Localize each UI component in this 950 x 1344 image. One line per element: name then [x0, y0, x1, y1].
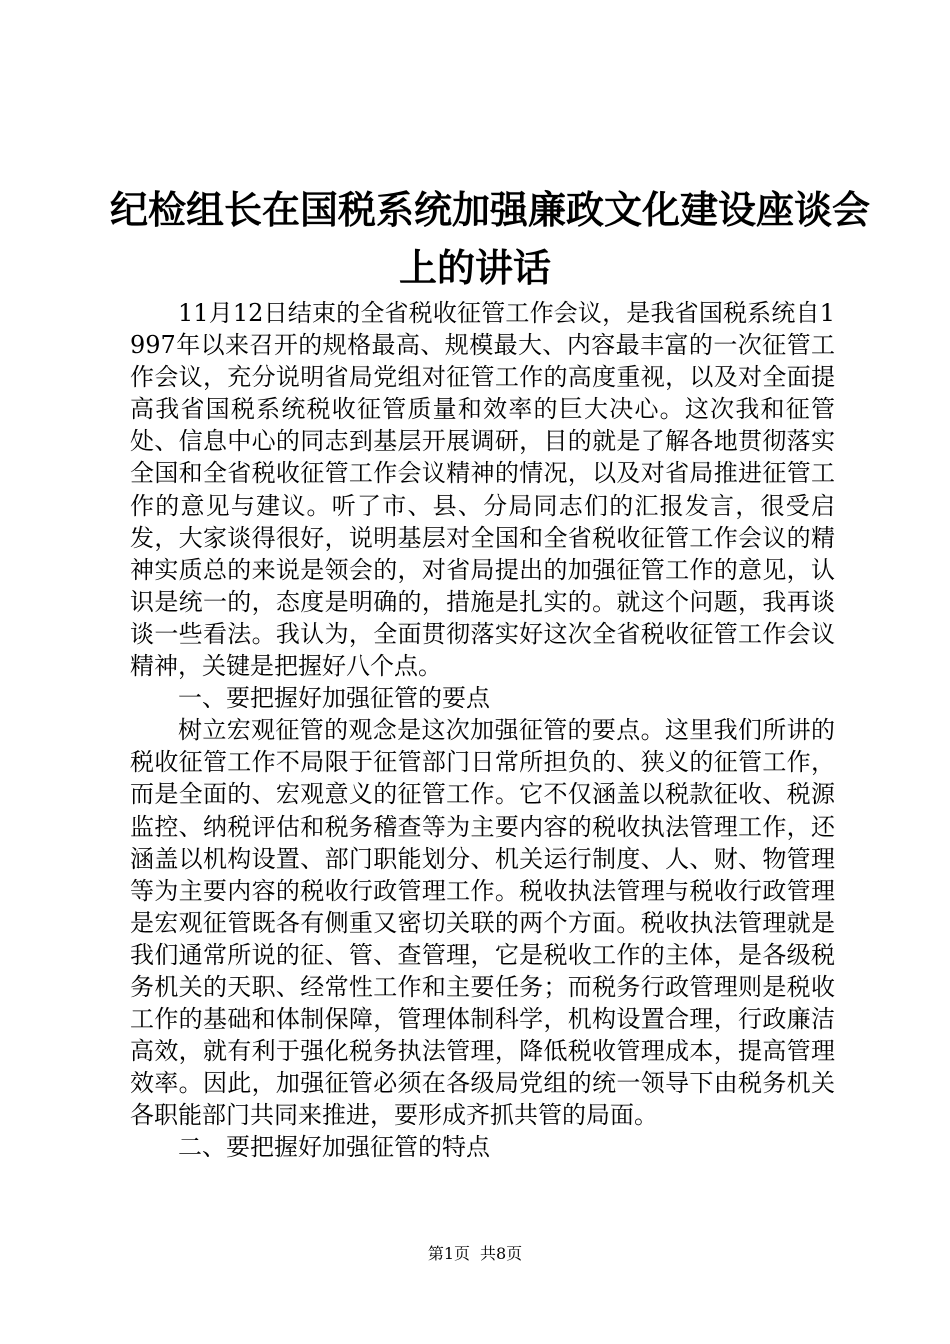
- page-number: 第1页: [427, 1244, 470, 1263]
- body-paragraph: 11月12日结束的全省税收征管工作会议，是我省国税系统自1997年以来召开的规格最高、规模最大、内容最丰富的一次征管工作会议，充分说明省局党组对征管工作的高度重视，以及对全面提高我省国税系统税收征管质量和效率的巨大决心。这次我和征管处、信息中心的同志到基层开展调研，目的就是了解各地贯彻落实全国和全省税收征管工作会议精神的情况，以及对省局推进征管工作的意见与建议。听了市、县、分局同志们的汇报发言，很受启发，大家谈得很好，说明基层对全国和全省税收征管工作会议的精神实质总的来说是领会的，对省局提出的加强征管工作的意见，认识是统一的，态度是明确的，措施是扎实的。就这个问题，我再谈谈一些看法。我认为，全面贯彻落实好这次全省税收征管工作会议精神，关键是把握好八个点。: [130, 299, 835, 681]
- body-paragraph: 树立宏观征管的观念是这次加强征管的要点。这里我们所讲的税收征管工作不局限于征管部门日常所担负的、狭义的征管工作，而是全面的、宏观意义的征管工作。它不仅涵盖以税款征收、税源监控、纳税评估和税务稽查等为主要内容的税收执法管理工作，还涵盖以机构设置、部门职能划分、机关运行制度、人、财、物管理等为主要内容的税收行政管理工作。税收执法管理与税收行政管理是宏观征管既各有侧重又密切关联的两个方面。税收执法管理就是我们通常所说的征、管、查管理，它是税收工作的主体，是各级税务机关的天职、经常性工作和主要任务；而税务行政管理则是税收工作的基础和体制保障，管理体制科学，机构设置合理，行政廉洁高效，就有利于强化税务执法管理，降低税收管理成本，提高管理效率。因此，加强征管必须在各级局党组的统一领导下由税务机关各职能部门共同来推进，要形成齐抓共管的局面。: [130, 716, 835, 1130]
- document-title-line-1: 纪检组长在国税系统加强廉政文化建设座谈会: [110, 187, 871, 232]
- section-heading: 二、要把握好加强征管的特点: [178, 1133, 490, 1162]
- section-heading: 一、要把握好加强征管的要点: [178, 684, 490, 713]
- document-title-line-2: 上的讲话: [398, 245, 551, 290]
- page-footer: [0, 1243, 950, 1265]
- page-total: 共8页: [480, 1244, 523, 1263]
- document-body: [130, 297, 835, 1164]
